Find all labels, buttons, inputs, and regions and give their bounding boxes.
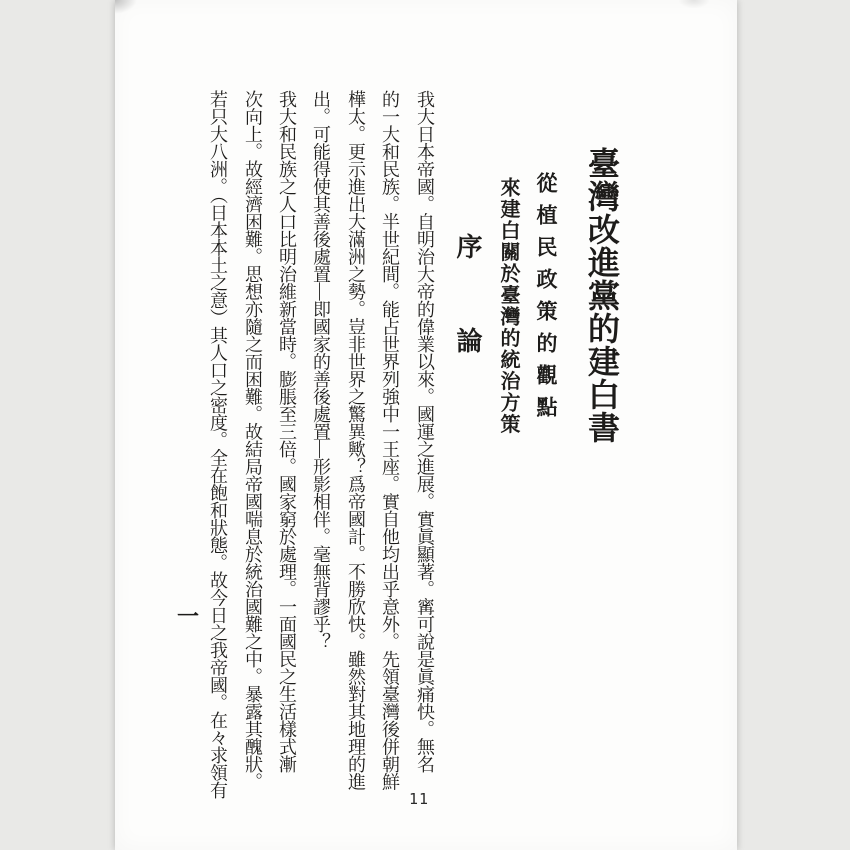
- subtitle-line-1: 從植民政策的觀點: [534, 172, 558, 428]
- book-page: [115, 0, 737, 850]
- document-title: 臺灣改進黨的建白書: [584, 147, 620, 444]
- body-column-7: 若只大八洲。（日本本土之意）其人口之密度。全在飽和狀態。故今日之我帝國。在々求領有: [208, 90, 228, 799]
- body-column-6: 次向上。故經濟困難。思想亦隨之而困難。故結局帝國喘息於統治國難之中。暴露其醜狀。: [243, 90, 263, 790]
- subtitle-line-2: 來建白關於臺灣的統治方策: [497, 177, 519, 435]
- scan-smudge-top-right: [679, 0, 709, 8]
- page-number: 11: [409, 790, 430, 808]
- body-column-2: 的一大和民族。半世紀間。能占世界列強中一王座。實自他均出乎意外。先領臺灣後併朝鮮: [380, 90, 400, 790]
- section-heading-xu: 序: [453, 233, 482, 259]
- section-heading-lun: 論: [453, 327, 482, 353]
- body-column-1: 我大日本帝國。自明治大帝的偉業以來。國運之進展。實眞顯著。寗可說是眞痛快。無名: [415, 90, 435, 773]
- body-column-5: 我大和民族之人口比明治維新當時。膨脹至三倍。國家窮於處理。一面國民之生活樣式漸: [277, 90, 297, 773]
- body-column-4: 出。可能得使其善後處置—即國家的善後處置—形影相伴。毫無背謬乎？: [311, 90, 331, 650]
- body-column-3: 樺太。更示進出大滿洲之勢。豈非世界之驚異歟？爲帝國計。不勝欣快。雖然對其地理的進: [346, 90, 366, 790]
- scan-smudge-top-left: [115, 0, 137, 14]
- folio-marker: 一: [177, 604, 200, 629]
